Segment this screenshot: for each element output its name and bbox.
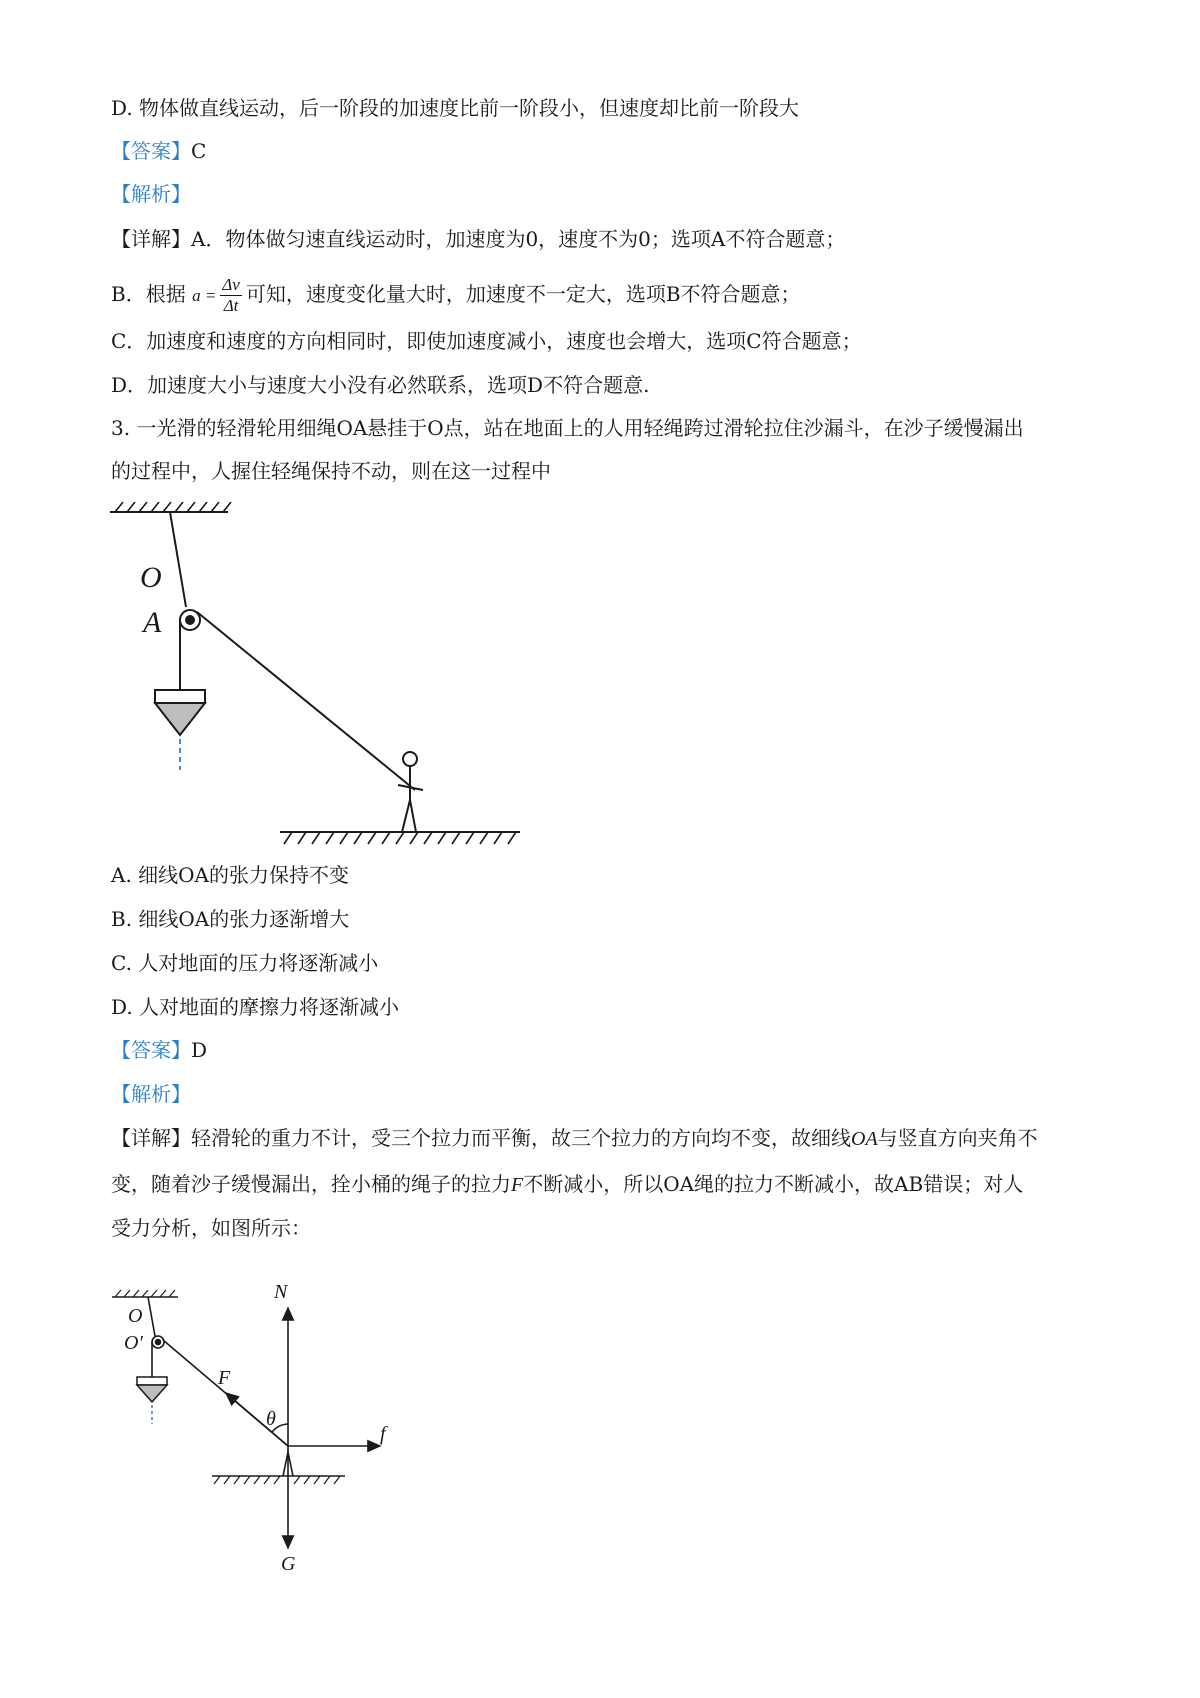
detail-p1-b: 与竖直方向夹角不 bbox=[877, 1126, 1038, 1150]
arrow-tension-f bbox=[226, 1393, 288, 1446]
formula-fraction bbox=[220, 275, 242, 316]
q3-detail-p3: 受力分析，如图所示： bbox=[111, 1216, 311, 1240]
detail-p2-b: 不断减小，所以OA绳的拉力不断减小，故AB错误；对人 bbox=[523, 1172, 1024, 1196]
q3-answer-line bbox=[111, 1036, 207, 1064]
string-oa bbox=[170, 512, 186, 607]
label-o: O bbox=[140, 561, 162, 594]
q2-detail-c: C．加速度和速度的方向相同时，即使加速度减小，速度也会增大，选项C符合题意； bbox=[111, 329, 862, 353]
detail-p2-f: F bbox=[511, 1174, 524, 1196]
label-force-f: F bbox=[218, 1367, 231, 1389]
q3-option-c: C. 人对地面的压力将逐渐减小 bbox=[111, 951, 379, 975]
detail-tag: 【详解】 bbox=[111, 227, 191, 251]
q2-answer-line bbox=[111, 137, 206, 165]
answer-tag: 【答案】 bbox=[111, 139, 191, 163]
pulley-axle bbox=[186, 616, 194, 624]
q2-detail-a bbox=[111, 225, 845, 253]
q3-detail-p2 bbox=[111, 1170, 1023, 1199]
answer-value: D bbox=[191, 1038, 208, 1062]
sand-funnel bbox=[155, 690, 205, 770]
ceiling-hatch bbox=[115, 502, 231, 512]
q3-analysis-tag: 【解析】 bbox=[111, 1082, 191, 1106]
answer-tag: 【答案】 bbox=[111, 1038, 191, 1062]
formula-lhs: a = bbox=[192, 286, 217, 305]
stick-person bbox=[398, 752, 423, 832]
q2-option-d: D. 物体做直线运动，后一阶段的加速度比前一阶段小，但速度却比前一阶段大 bbox=[111, 96, 800, 120]
ceiling-small-hatch bbox=[115, 1290, 175, 1297]
label-n: N bbox=[274, 1281, 288, 1303]
detail-p1-a: 轻滑轮的重力不计，受三个拉力而平衡，故三个拉力的方向均不变，故细线 bbox=[191, 1126, 851, 1150]
q3-stem-line1: 3. 一光滑的轻滑轮用细绳OA悬挂于O点，站在地面上的人用轻绳跨过滑轮拉住沙漏斗，在沙子缓慢漏出 bbox=[111, 416, 1024, 440]
answer-value: C bbox=[191, 139, 207, 163]
label-o-small: O bbox=[128, 1305, 143, 1327]
q2-analysis-tag: 【解析】 bbox=[111, 182, 191, 206]
ground bbox=[280, 832, 520, 844]
formula-numerator: Δv bbox=[222, 275, 240, 294]
label-a: A bbox=[143, 606, 162, 639]
q3-figure-force-diagram bbox=[100, 1270, 400, 1575]
detail-tag: 【详解】 bbox=[111, 1126, 191, 1150]
q2-detail-d: D．加速度大小与速度大小没有必然联系，选项D不符合题意. bbox=[111, 373, 650, 397]
detail-p1-oa: OA bbox=[851, 1128, 878, 1150]
detail-b-prefix: B．根据 bbox=[111, 282, 186, 306]
sand-funnel-small bbox=[137, 1377, 167, 1424]
rope-to-person bbox=[197, 612, 415, 790]
q3-detail-p1 bbox=[111, 1124, 1038, 1153]
q2-detail-b bbox=[111, 274, 801, 316]
formula-denominator: Δt bbox=[223, 296, 239, 315]
q3-option-a: A. 细线OA的张力保持不变 bbox=[111, 863, 349, 887]
label-o-prime: O′ bbox=[124, 1332, 143, 1354]
detail-a-text: A．物体做匀速直线运动时，加速度为0，速度不为0；选项A不符合题意； bbox=[191, 227, 846, 251]
detail-p2-a: 变，随着沙子缓慢漏出，拴小桶的绳子的拉力 bbox=[111, 1172, 511, 1196]
string-oo-prime bbox=[148, 1297, 155, 1336]
label-theta: θ bbox=[266, 1408, 276, 1430]
q3-option-b: B. 细线OA的张力逐渐增大 bbox=[111, 907, 350, 931]
detail-b-suffix: 可知，速度变化量大时，加速度不一定大，选项B不符合题意； bbox=[245, 282, 801, 306]
q3-stem-line2: 的过程中，人握住轻绳保持不动，则在这一过程中 bbox=[111, 459, 551, 483]
q3-option-d: D. 人对地面的摩擦力将逐渐减小 bbox=[111, 995, 400, 1019]
q3-figure-pulley bbox=[100, 490, 530, 790]
label-g: G bbox=[281, 1553, 296, 1575]
label-friction-f: f bbox=[380, 1423, 386, 1445]
ground-small-hatch bbox=[214, 1476, 340, 1484]
